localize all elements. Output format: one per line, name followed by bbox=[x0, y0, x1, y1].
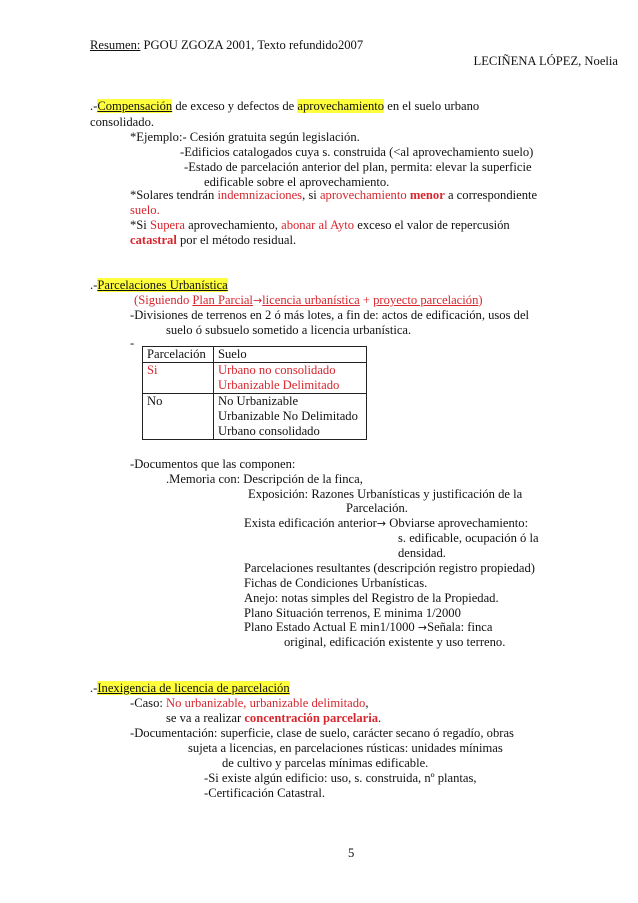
table-cell: Si bbox=[143, 363, 214, 394]
text: Señala: finca bbox=[427, 620, 493, 634]
text: ) bbox=[478, 293, 483, 307]
section-parcelaciones-heading bbox=[90, 278, 228, 293]
paragraph-line: consolidado. bbox=[90, 115, 155, 129]
paragraph-line: Fichas de Condiciones Urbanísticas. bbox=[244, 576, 428, 590]
section-prefix: .- bbox=[90, 278, 98, 292]
text: Plano Estado Actual E min1/1000 bbox=[244, 620, 418, 634]
doc-title: PGOU ZGOZA 2001, Texto refundido2007 bbox=[140, 38, 364, 52]
red-term: aprovechamiento bbox=[319, 188, 407, 202]
paragraph-line: .Memoria con: Descripción de la finca, bbox=[166, 472, 363, 486]
paragraph-line: suelo ó subsuelo sometido a licencia urbanística. bbox=[166, 323, 412, 337]
paragraph-line bbox=[244, 516, 528, 531]
paragraph-line: Exposición: Razones Urbanísticas y justificación de la bbox=[248, 487, 523, 501]
paragraph-line: *Ejemplo:- Cesión gratuita según legislación. bbox=[130, 130, 360, 144]
table-cell bbox=[214, 363, 367, 394]
text: Obviarse aprovechamiento: bbox=[386, 516, 529, 530]
paragraph-line: suelo. bbox=[130, 203, 160, 217]
paragraph-line: -Estado de parcelación anterior del plan, permita: elevar la superficie bbox=[184, 160, 532, 174]
text: aprovechamiento, bbox=[184, 218, 282, 232]
paragraph-line: sujeta a licencias, en parcelaciones rústicas: unidades mínimas bbox=[188, 741, 503, 755]
paragraph-line: Parcelación. bbox=[346, 501, 408, 515]
paragraph-line: Parcelaciones resultantes (descripción registro propiedad) bbox=[244, 561, 535, 575]
section-title: Compensación bbox=[97, 99, 173, 113]
red-term: No urbanizable, urbanizable delimitado bbox=[166, 696, 366, 710]
red-term: indemnizaciones bbox=[217, 188, 303, 202]
section-title: Parcelaciones Urbanística bbox=[97, 278, 228, 292]
paragraph-line: densidad. bbox=[398, 546, 446, 560]
paragraph-line: -Documentos que las componen: bbox=[130, 457, 296, 471]
paragraph-line: original, edificación existente y uso terreno. bbox=[284, 635, 506, 649]
paragraph-line: s. edificable, ocupación ó la bbox=[398, 531, 539, 545]
cell-line: Urbano consolidado bbox=[218, 424, 320, 438]
paragraph-line bbox=[166, 711, 381, 726]
red-bold-term: catastral bbox=[130, 233, 177, 247]
text: en el suelo urbano bbox=[384, 99, 480, 113]
paragraph-line: -Edificios catalogados cuya s. construida (<al aprovechamiento suelo) bbox=[180, 145, 534, 159]
table-row bbox=[143, 363, 367, 394]
paragraph-line: -Documentación: superficie, clase de suelo, carácter secano ó regadío, obras bbox=[130, 726, 514, 740]
paragraph-line: de cultivo y parcelas mínimas edificable. bbox=[222, 756, 429, 770]
paragraph-line: Anejo: notas simples del Registro de la Propiedad. bbox=[244, 591, 499, 605]
cell-line: Urbanizable Delimitado bbox=[218, 378, 340, 392]
text: de exceso y defectos de bbox=[172, 99, 298, 113]
paragraph-line bbox=[130, 188, 537, 203]
paragraph-line: -Certificación Catastral. bbox=[204, 786, 325, 800]
table-header-row bbox=[143, 347, 367, 363]
paragraph-line: -Si existe algún edificio: uso, s. construida, nº plantas, bbox=[204, 771, 477, 785]
text: , bbox=[365, 696, 369, 710]
text: (Siguiendo bbox=[134, 293, 193, 307]
text: . bbox=[378, 711, 382, 725]
arrow-icon: → bbox=[252, 294, 263, 307]
link-term: proyecto parcelación bbox=[373, 293, 479, 307]
table-row bbox=[143, 394, 367, 440]
red-term: Supera bbox=[149, 218, 185, 232]
arrow-icon: → bbox=[376, 517, 387, 530]
section-prefix: .- bbox=[90, 681, 98, 695]
page-number: 5 bbox=[348, 846, 355, 860]
red-bold-term: concentración parcelaria bbox=[244, 711, 379, 725]
table-cell: No bbox=[143, 394, 214, 440]
red-bold-term: menor bbox=[409, 188, 445, 202]
header-author: LECIÑENA LÓPEZ, Noelia bbox=[473, 54, 618, 68]
text: *Solares tendrán bbox=[130, 188, 218, 202]
link-term: Plan Parcial bbox=[192, 293, 253, 307]
cell-line: Urbano no consolidado bbox=[218, 363, 336, 377]
text: por el método residual. bbox=[176, 233, 297, 247]
paragraph-line bbox=[130, 233, 296, 248]
highlight-term: aprovechamiento bbox=[297, 99, 385, 113]
header-title bbox=[90, 38, 363, 53]
table-header-cell: Suelo bbox=[214, 347, 367, 363]
section-inexigencia-heading bbox=[90, 681, 290, 696]
text: exceso el valor de repercusión bbox=[354, 218, 510, 232]
red-term: abonar al Ayto bbox=[281, 218, 355, 232]
section-compensacion-heading bbox=[90, 99, 479, 114]
resumen-label: Resumen: bbox=[90, 38, 141, 52]
section-prefix: .- bbox=[90, 99, 98, 113]
table-cell bbox=[214, 394, 367, 440]
table-header-cell: Parcelación bbox=[143, 347, 214, 363]
parcelacion-suelo-table bbox=[142, 346, 367, 440]
text: a correspondiente bbox=[444, 188, 538, 202]
link-term: licencia urbanística bbox=[262, 293, 360, 307]
text: , si bbox=[302, 188, 320, 202]
cell-line: Urbanizable No Delimitado bbox=[218, 409, 358, 423]
dash-marker: - bbox=[130, 336, 135, 350]
text: *Si bbox=[130, 218, 150, 232]
paragraph-line: -Divisiones de terrenos en 2 ó más lotes, a fin de: actos de edificación, usos del bbox=[130, 308, 530, 322]
text: -Caso: bbox=[130, 696, 167, 710]
paragraph-line: edificable sobre el aprovechamiento. bbox=[204, 175, 390, 189]
paragraph-line: Plano Situación terrenos, E minima 1/2000 bbox=[244, 606, 461, 620]
section-title: Inexigencia de licencia de parcelación bbox=[97, 681, 290, 695]
text: + bbox=[359, 293, 374, 307]
paragraph-line bbox=[130, 218, 510, 233]
text: Exista edificación anterior bbox=[244, 516, 377, 530]
paragraph-line bbox=[134, 293, 483, 308]
arrow-icon: → bbox=[417, 621, 428, 634]
text: se va a realizar bbox=[166, 711, 245, 725]
paragraph-line bbox=[130, 696, 369, 711]
cell-line: No Urbanizable bbox=[218, 394, 299, 408]
paragraph-line bbox=[244, 620, 492, 635]
